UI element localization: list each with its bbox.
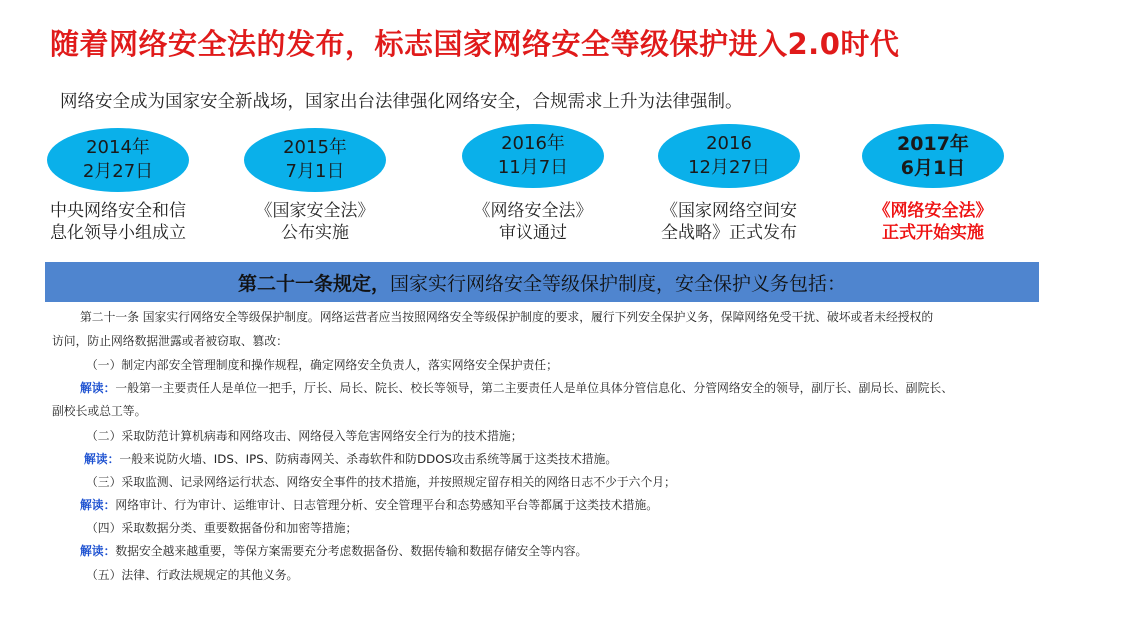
intro-line: 访问，防止网络数据泄露或者被窃取、篡改： [52, 334, 288, 348]
milestone-year: 2014年 [86, 137, 150, 158]
milestone-desc [838, 200, 1028, 244]
milestone-2016-dec [634, 124, 824, 244]
article-item-1: （一）制定内部安全管理制度和操作规程，确定网络安全负责人，落实网络安全保护责任； [86, 358, 558, 372]
milestone-desc-line: 《网络安全法》 [873, 201, 993, 221]
milestone-desc-line: 中央网络安全和信 [50, 201, 186, 221]
milestone-desc-line: 审议通过 [499, 223, 567, 243]
intro-line: 第二十一条 国家实行网络安全等级保护制度。网络运营者应当按照网络安全等级保护制度的要求，履行下列安全保护义务，保障网络免受干扰、破坏或者未经授权的 [80, 310, 934, 324]
interpretation-text: 一般第一主要责任人是单位一把手，厅长、局长、院长、校长等领导，第二主要责任人是单位具体分管信息化、分管网络安全的领导，副厅长、副局长、副院长、 [115, 381, 953, 395]
page-subtitle: 网络安全成为国家安全新战场，国家出台法律强化网络安全，合规需求上升为法律强制。 [60, 92, 743, 112]
milestone-day: 2月27日 [82, 161, 154, 182]
interpretation-3 [80, 496, 658, 513]
article-banner [45, 262, 1039, 302]
milestone-desc-line: 《网络安全法》 [473, 201, 593, 221]
article-item-2: （二）采取防范计算机病毒和网络攻击、网络侵入等危害网络安全行为的技术措施； [86, 429, 523, 443]
interpretation-label: 解读： [80, 544, 116, 558]
banner-text: 国家实行网络安全等级保护制度，安全保护义务包括： [390, 272, 847, 295]
milestone-desc [438, 200, 628, 244]
milestone-date-badge [462, 124, 604, 188]
interpretation-label: 解读： [80, 381, 116, 395]
milestone-2016-nov [438, 124, 628, 244]
interpretation-1-cont: 副校长或总工等。 [52, 404, 147, 418]
interpretation-4 [80, 542, 587, 559]
milestone-year: 2017年 [897, 133, 969, 155]
milestone-desc [220, 200, 410, 244]
milestone-desc [23, 200, 213, 244]
milestone-desc-line: 《国家安全法》 [255, 201, 375, 221]
milestone-day: 6月1日 [900, 157, 966, 179]
milestone-year: 2016 [706, 133, 752, 154]
milestone-2014 [23, 128, 213, 244]
interpretation-text: 一般来说防火墙、IDS、IPS、防病毒网关、杀毒软件和防DDOS攻击系统等属于这类技术措施。 [119, 452, 618, 466]
milestone-day: 12月27日 [688, 157, 770, 178]
interpretation-text: 网络审计、行为审计、运维审计、日志管理分析、安全管理平台和态势感知平台等都属于这类技术措施。 [115, 498, 659, 512]
milestone-desc [634, 200, 824, 244]
milestone-desc-line: 正式开始实施 [882, 223, 984, 243]
milestone-2015 [220, 128, 410, 244]
milestone-date-badge [862, 124, 1004, 188]
milestone-desc-line: 公布实施 [281, 223, 349, 243]
milestone-year: 2016年 [501, 133, 565, 154]
page-title: 随着网络安全法的发布，标志国家网络安全等级保护进入2.0时代 [50, 27, 900, 61]
interpretation-label: 解读： [80, 498, 116, 512]
milestone-day: 7月1日 [285, 161, 345, 182]
article-item-4: （四）采取数据分类、重要数据备份和加密等措施； [86, 521, 358, 535]
milestone-desc-line: 全战略》正式发布 [661, 223, 797, 243]
milestone-date-badge [47, 128, 189, 192]
article-item-5: （五）法律、行政法规规定的其他义务。 [86, 568, 299, 582]
interpretation-1 [80, 379, 953, 396]
interpretation-label: 解读： [84, 452, 120, 466]
milestone-year: 2015年 [283, 137, 347, 158]
milestone-date-badge [244, 128, 386, 192]
timeline [0, 0, 1130, 260]
interpretation-2 [84, 450, 617, 467]
interpretation-text: 数据安全越来越重要，等保方案需要充分考虑数据备份、数据传输和数据存储安全等内容。 [115, 544, 588, 558]
milestone-date-badge [658, 124, 800, 188]
milestone-desc-line: 《国家网络空间安 [661, 201, 797, 221]
milestone-desc-line: 息化领导小组成立 [50, 223, 186, 243]
milestone-2017 [838, 124, 1028, 244]
banner-bold-text: 第二十一条规定， [237, 272, 390, 295]
milestone-day: 11月7日 [497, 157, 569, 178]
article-item-3: （三）采取监测、记录网络运行状态、网络安全事件的技术措施，并按照规定留存相关的网络日志不少于六个月； [86, 475, 676, 489]
